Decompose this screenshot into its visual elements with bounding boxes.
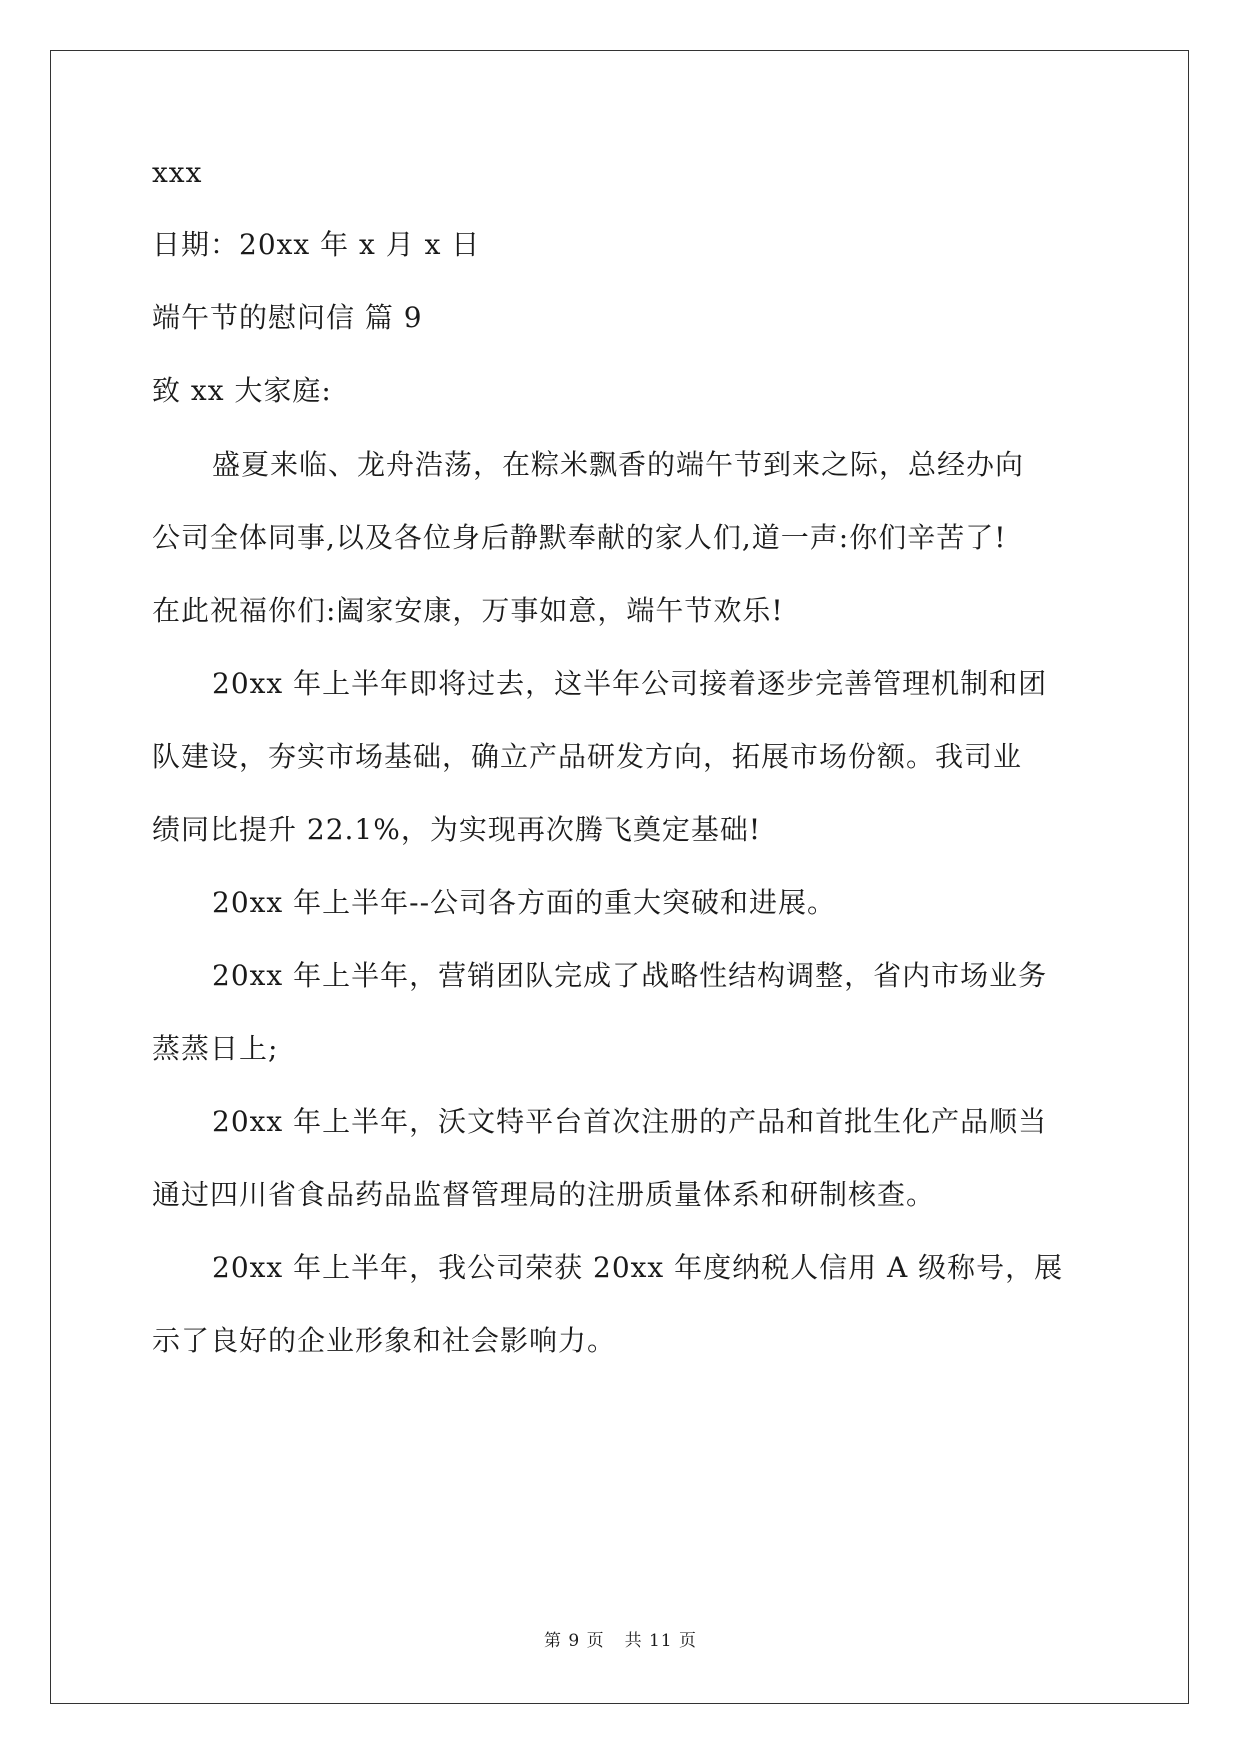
page-number: 第 9 页: [543, 1631, 605, 1651]
page-total: 共 11 页: [624, 1631, 698, 1651]
salutation: 致 xx 大家庭:: [152, 374, 332, 407]
paragraph-6-line-1: 20xx 年上半年，我公司荣获 20xx 年度纳税人信用 A 级称号，展: [212, 1251, 1064, 1284]
page-footer: [0, 1630, 1241, 1652]
paragraph-4-line-1: 20xx 年上半年，营销团队完成了战略性结构调整，省内市场业务: [212, 959, 1048, 992]
date-line: 日期：20xx 年 x 月 x 日: [152, 228, 481, 261]
section-title: 端午节的慰问信 篇 9: [152, 301, 423, 334]
paragraph-1-line-2: 公司全体同事,以及各位身后静默奉献的家人们,道一声:你们辛苦了!: [152, 521, 1007, 554]
paragraph-2-line-3: 绩同比提升 22.1%，为实现再次腾飞奠定基础!: [152, 813, 762, 846]
paragraph-6-line-2: 示了良好的企业形象和社会影响力。: [152, 1324, 617, 1357]
paragraph-3-line-1: 20xx 年上半年--公司各方面的重大突破和进展。: [212, 886, 837, 919]
paragraph-5-line-1: 20xx 年上半年，沃文特平台首次注册的产品和首批生化产品顺当: [212, 1105, 1048, 1138]
paragraph-1-line-1: 盛夏来临、龙舟浩荡，在粽米飘香的端午节到来之际，总经办向: [212, 448, 1025, 481]
paragraph-5-line-2: 通过四川省食品药品监督管理局的注册质量体系和研制核查。: [152, 1178, 936, 1211]
paragraph-2-line-2: 队建设，夯实市场基础，确立产品研发方向，拓展市场份额。我司业: [152, 740, 1023, 773]
paragraph-1-line-3: 在此祝福你们:阖家安康，万事如意，端午节欢乐!: [152, 594, 784, 627]
signature-line: xxx: [152, 156, 203, 189]
paragraph-2-line-1: 20xx 年上半年即将过去，这半年公司接着逐步完善管理机制和团: [212, 667, 1048, 700]
page-border: [50, 50, 1189, 1704]
paragraph-4-line-2: 蒸蒸日上;: [152, 1032, 279, 1065]
